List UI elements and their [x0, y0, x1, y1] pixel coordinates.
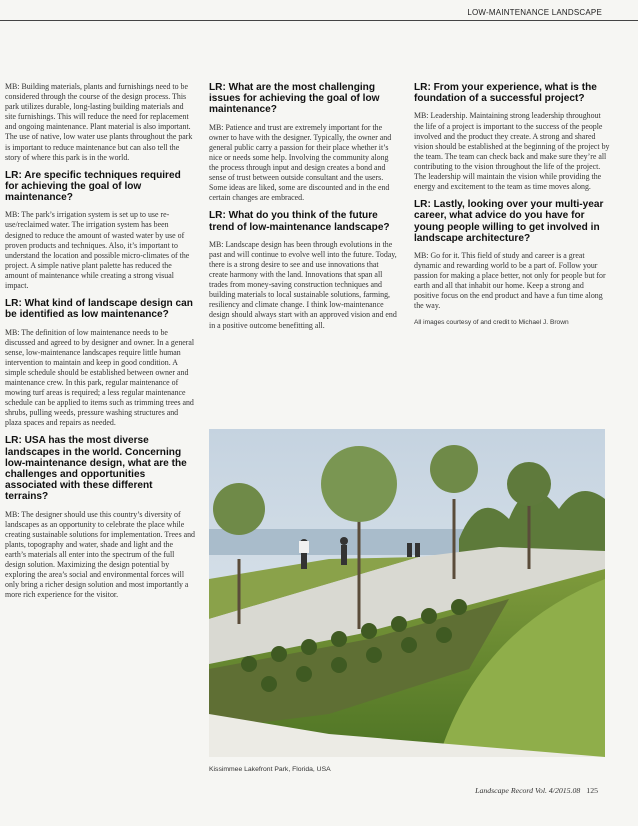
question-heading: LR: Are specific techniques required for achieving the goal of low maintenance?	[5, 169, 181, 204]
answer-text: MB: Building materials, plants and furnishings need to be considered through the course of the design process. This park utilizes durable, long-lasting building materials and site furnishings. This will reduce the need for replacement and ongoing maintenance. Plant material is also important. The use of native, low water use plants throughout the park is important to reduce maintenance but can also tell the story of where this park is in the world.	[5, 82, 193, 162]
question-heading: LR: What kind of landscape design can be identified as low maintenance?	[5, 298, 193, 321]
page-footer	[475, 786, 598, 795]
column-2	[209, 82, 399, 338]
question-heading: LR: What do you think of the future trend of low-maintenance landscape?	[209, 210, 390, 233]
answer-text: MB: Go for it. This field of study and career is a great dynamic and rewarding world to be a part of. Follow your passion for making a place better, not only for people but for earth and all that inhabit our home. Keep a strong and positive focus on the end product and have a fun time along the way.	[414, 250, 606, 311]
column-1	[5, 82, 195, 608]
image-credit: All images courtesy of and credit to Michael J. Brown	[414, 318, 569, 326]
photo-caption: Kissimmee Lakefront Park, Florida, USA	[209, 766, 331, 773]
answer-text: MB: The definition of low maintenance needs to be discussed and agreed to by designer and owner. In a general sense, low-maintenance landscapes require little human intervention to maintain and keep in good condition. A simple schedule should be established between owner and maintenance crew. In this park, regular maintenance of mowing turf areas is required; a less regular maintenance schedule can be applied to items such as trimming trees and shrubs, pulling weeds, pressure washing structures and plaza spaces and repairs as needed.	[5, 327, 195, 428]
page-number: 125	[586, 786, 598, 795]
question-heading: LR: Lastly, looking over your multi-year career, what advice do you have for young people willing to get involved in landscape architecture?	[414, 199, 604, 244]
answer-text: MB: Patience and trust are extremely important for the owner to have with the designer. Typically, the owner and general public carry a passion for their place whether it’s nice or needs some help. Involving the community along the process through input and design creates a bond and sense of trust between outside consultant and the users. Some ideas are liked, some are discounted and in the end certain changes are embraced.	[209, 122, 392, 203]
answer-text: MB: The designer should use this country’s diversity of landscapes as an opportunity to celebrate the place while creating sustainable solutions for implementation. Trees and plants, topography and water, shade and light and the earth’s materials all enter into the spectrum of the full design solution. Maximizing the design potential by exploring the area’s social and environmental forces will only bring a richer design solution and most importantly a more rich experience for the visitor.	[5, 509, 195, 600]
question-heading: LR: What are the most challenging issues for achieving the goal of low maintenance?	[209, 82, 380, 116]
answer-text: MB: The park’s irrigation system is set up to use re-use/reclaimed water. The irrigation system has been designed to reduce the amount of wasted water by use of proven products and techniques. Also, it’s important to understand the location and possible micro-climates of the project. A simple native plant palette has reduced the amount of maintenance while creating a strong visual impact.	[5, 210, 190, 291]
answer-text: MB: Leadership. Maintaining strong leadership throughout the life of a project is important to the success of the people involved and the product they create. A strong and shared vision should be established at the beginning of the project by the team. The team can check back and make sure they’re all contributing to the vision throughout the life of the project. The leadership will maintain the vision while providing the energy and excitement to the team as time moves along.	[414, 111, 610, 192]
question-heading: LR: From your experience, what is the foundation of a successful project?	[414, 82, 597, 105]
question-heading: LR: USA has the most diverse landscapes in the world. Concerning low-maintenance design, what are the challenges and opportunities associated with these different terrains?	[5, 435, 187, 503]
magazine-name: Landscape Record Vol. 4/2015.08	[475, 786, 581, 795]
answer-text: MB: Landscape design has been through evolutions in the past and will continue to evolve well into the future. Today, there is a strong desire to see and use innovations that create harmony with the land. Innovations that span all trades from money-saving construction techniques and building materials to local sustainable solutions, farming, resiliency and climate change. I think low-maintenance design should always start with an approved vision and end in a positive outcome benefitting all.	[209, 239, 397, 330]
park-photo	[209, 429, 605, 757]
section-label: LOW-MAINTENANCE LANDSCAPE	[467, 8, 602, 17]
column-3	[414, 82, 610, 326]
header-rule	[0, 20, 638, 21]
